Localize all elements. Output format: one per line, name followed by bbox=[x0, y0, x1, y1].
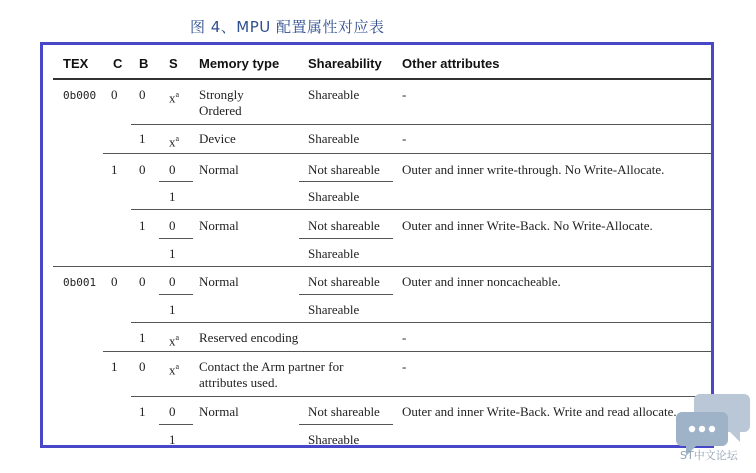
row-divider bbox=[131, 209, 714, 210]
cell-shareability: Not shareable bbox=[308, 218, 380, 233]
cell-s: 0 bbox=[169, 162, 176, 177]
cell-other: Outer and inner noncacheable. bbox=[402, 274, 561, 289]
cell-c: 0 bbox=[111, 274, 118, 289]
sub-divider bbox=[299, 181, 393, 182]
cell-c: 1 bbox=[111, 162, 118, 177]
header-b: B bbox=[139, 56, 149, 71]
cell-tex: 0b001 bbox=[63, 276, 97, 289]
cell-b: 0 bbox=[139, 162, 146, 177]
header-other-attributes: Other attributes bbox=[402, 56, 500, 71]
cell-other: - bbox=[402, 330, 407, 345]
cell-memory-type: Reserved encoding bbox=[199, 330, 299, 345]
row-divider bbox=[131, 124, 714, 125]
cell-shareability: Not shareable bbox=[308, 404, 380, 419]
header-shareability: Shareability bbox=[308, 56, 382, 71]
sub-divider bbox=[159, 181, 193, 182]
row-divider bbox=[103, 351, 714, 352]
cell-other: Outer and inner Write-Back. Write and read allocate. bbox=[402, 404, 677, 419]
cell-shareability: Shareable bbox=[308, 131, 360, 146]
figure-caption: 图 4、MPU 配置属性对应表 bbox=[190, 18, 385, 36]
cell-s: $x^a$ bbox=[169, 134, 180, 150]
cell-memory-type: Normal bbox=[199, 404, 239, 419]
cell-tex: 0b000 bbox=[63, 89, 97, 102]
cell-b: 1 bbox=[139, 131, 146, 146]
cell-other: Outer and inner Write-Back. No Write-Allocate. bbox=[402, 218, 653, 233]
cell-s: 0 bbox=[169, 274, 176, 289]
sub-divider bbox=[159, 238, 193, 239]
cell-shareability: Not shareable bbox=[308, 162, 380, 177]
cell-s: $x^a$ bbox=[169, 362, 180, 378]
row-divider bbox=[131, 322, 714, 323]
sub-divider bbox=[159, 424, 193, 425]
cell-memory-type: Normal bbox=[199, 274, 239, 289]
cell-s: 1 bbox=[169, 302, 176, 317]
sub-divider bbox=[299, 424, 393, 425]
cell-b: 0 bbox=[139, 359, 146, 374]
cell-b: 0 bbox=[139, 87, 146, 102]
cell-s: $x^a$ bbox=[169, 90, 180, 106]
cell-other: Outer and inner write-through. No Write-Allocate. bbox=[402, 162, 665, 177]
cell-c: 1 bbox=[111, 359, 118, 374]
row-divider bbox=[131, 396, 714, 397]
sub-divider bbox=[299, 294, 393, 295]
cell-s: 1 bbox=[169, 432, 176, 447]
cell-shareability: Shareable bbox=[308, 189, 360, 204]
row-divider bbox=[103, 153, 714, 154]
cell-b: 0 bbox=[139, 274, 146, 289]
cell-s: 0 bbox=[169, 404, 176, 419]
cell-memory-type: Contact the Arm partner for bbox=[199, 359, 344, 374]
header-s: S bbox=[169, 56, 178, 71]
cell-memory-type: Strongly bbox=[199, 87, 244, 102]
header-memory-type: Memory type bbox=[199, 56, 280, 71]
mpu-attribute-table bbox=[40, 42, 714, 448]
cell-memory-type: Device bbox=[199, 131, 236, 146]
cell-c: 0 bbox=[111, 87, 118, 102]
header-divider bbox=[53, 78, 714, 80]
group-divider bbox=[53, 266, 714, 267]
cell-s: $x^a$ bbox=[169, 333, 180, 349]
sub-divider bbox=[159, 294, 193, 295]
cell-s: 1 bbox=[169, 189, 176, 204]
header-c: C bbox=[113, 56, 123, 71]
cell-memory-type: Normal bbox=[199, 162, 239, 177]
cell-s: 0 bbox=[169, 218, 176, 233]
sub-divider bbox=[299, 238, 393, 239]
cell-b: 1 bbox=[139, 218, 146, 233]
cell-shareability: Shareable bbox=[308, 432, 360, 447]
cell-other: - bbox=[402, 87, 407, 102]
cell-b: 1 bbox=[139, 404, 146, 419]
cell-other: - bbox=[402, 131, 407, 146]
cell-memory-type-cont: Ordered bbox=[199, 103, 242, 118]
cell-shareability: Not shareable bbox=[308, 274, 380, 289]
cell-memory-type: Normal bbox=[199, 218, 239, 233]
cell-memory-type-cont: attributes used. bbox=[199, 375, 278, 390]
cell-b: 1 bbox=[139, 330, 146, 345]
cell-s: 1 bbox=[169, 246, 176, 261]
cell-other: - bbox=[402, 359, 407, 374]
cell-shareability: Shareable bbox=[308, 87, 360, 102]
watermark-text: ST中文论坛 bbox=[680, 449, 738, 462]
header-tex: TEX bbox=[63, 56, 89, 71]
cell-shareability: Shareable bbox=[308, 246, 360, 261]
cell-shareability: Shareable bbox=[308, 302, 360, 317]
